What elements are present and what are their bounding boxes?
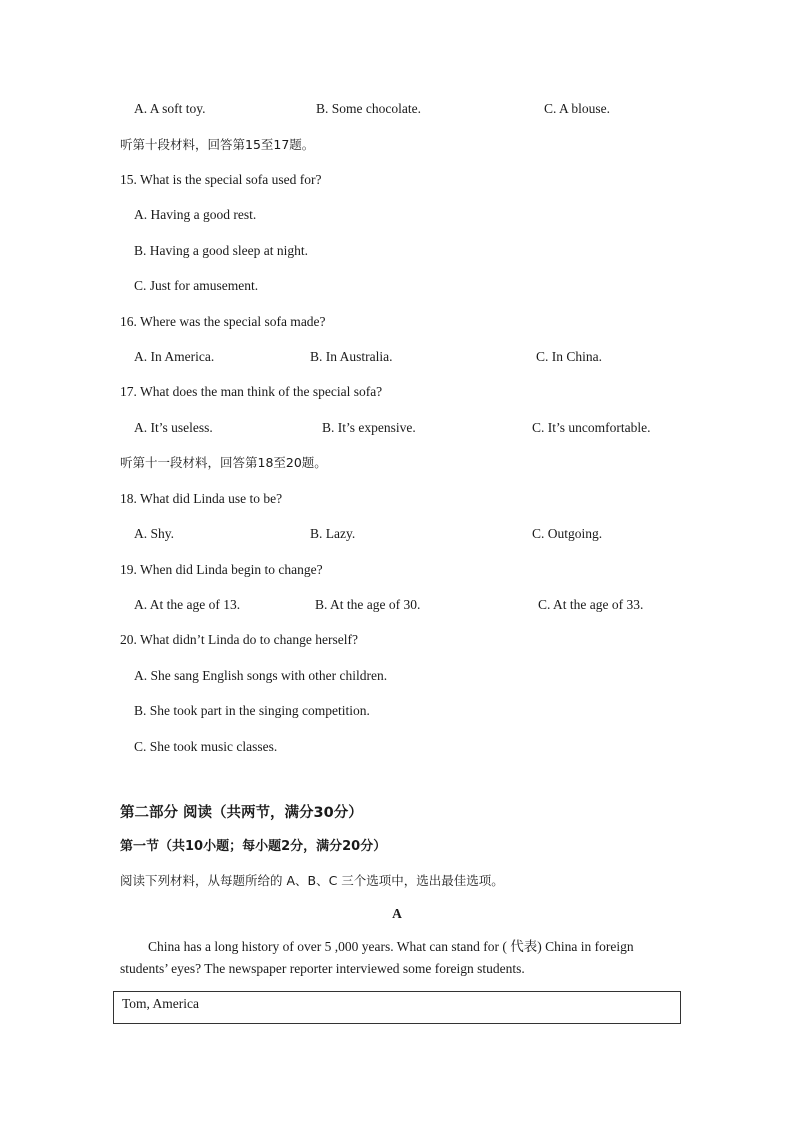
q18-option-c: C. Outgoing. [532,526,603,541]
q14-option-c: C. A blouse. [544,101,611,116]
q19-option-c: C. At the age of 33. [538,597,644,612]
q17-option-c: C. It’s uncomfortable. [532,420,651,435]
q15-option-c: C. Just for amusement. [134,278,259,293]
q19-option-a: A. At the age of 13. [134,597,241,612]
q19-option-b: B. At the age of 30. [315,597,421,612]
q20-option-b: B. She took part in the singing competition. [134,703,370,718]
instruction-section-10: 听第十段材料，回答第15至17题。 [120,137,315,152]
q16-option-c: C. In China. [536,349,602,364]
interview-box [113,991,681,1024]
instruction-section-11: 听第十一段材料，回答第18至20题。 [120,455,327,470]
q20-option-c: C. She took music classes. [134,739,278,754]
reading-instruction: 阅读下列材料，从每题所给的 A、B、C 三个选项中，选出最佳选项。 [120,873,504,888]
q18-option-a: A. Shy. [134,526,175,541]
question-18: 18. What did Linda use to be? [120,491,283,506]
question-20: 20. What didn’t Linda do to change herself? [120,632,358,647]
question-15: 15. What is the special sofa used for? [120,172,322,187]
q20-option-a: A. She sang English songs with other children. [134,668,388,683]
question-17: 17. What does the man think of the special sofa? [120,384,383,399]
question-16: 16. Where was the special sofa made? [120,314,326,329]
q15-option-a: A. Having a good rest. [134,207,257,222]
q14-option-b: B. Some chocolate. [316,101,421,116]
q18-option-b: B. Lazy. [310,526,356,541]
q16-option-a: A. In America. [134,349,215,364]
q15-option-b: B. Having a good sleep at night. [134,243,308,258]
passage-label: A [392,906,402,921]
interview-box-label: Tom, America [122,996,200,1011]
passage-text: China has a long history of over 5 ,000 years. What can stand for ( 代表) China in foreign students’ eyes? The newspaper reporter interviewed some foreign students. [120,939,634,976]
section-one-title: 第一节（共10小题；每小题2分，满分20分） [120,839,387,854]
part-two-title: 第二部分 阅读（共两节，满分30分） [120,805,363,821]
q17-option-b: B. It’s expensive. [322,420,416,435]
q14-option-a: A. A soft toy. [134,101,206,116]
q16-option-b: B. In Australia. [310,349,393,364]
q17-option-a: A. It’s useless. [134,420,213,435]
question-19: 19. When did Linda begin to change? [120,562,323,577]
